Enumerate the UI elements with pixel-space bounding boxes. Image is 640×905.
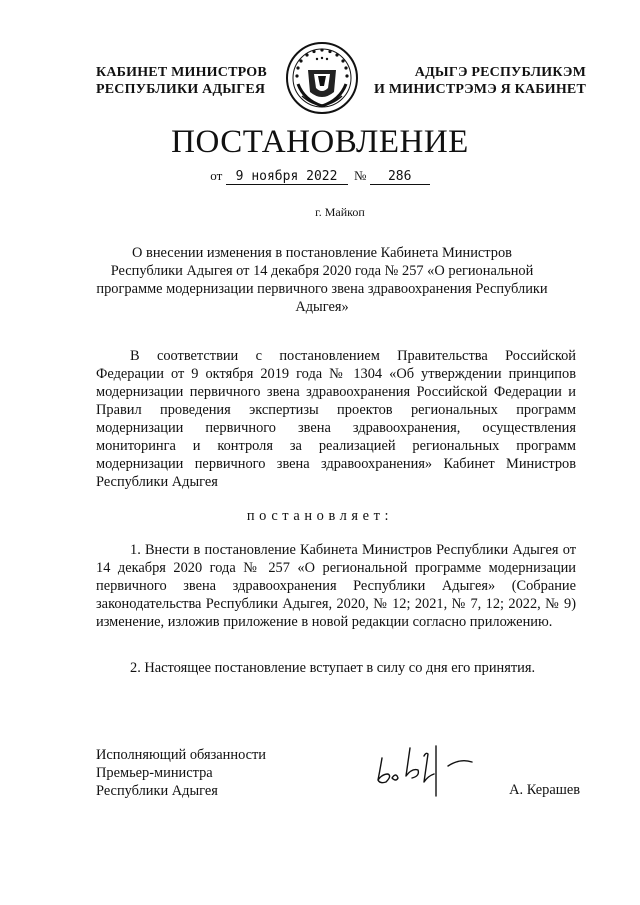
preamble-paragraph: В соответствии с постановлением Правительства Российской Федерации от 9 октября 2019 года № 1304 «Об утверждении принципов модернизации первичного звена здравоохранения Российской Федерации и Правил проведения экспертизы проектов региональных программ модернизации первичного звена здравоохранения, осуществления мониторинга и контроля за реализацией региональных программ модернизации первичного звена здравоохранения» Кабинет Министров Республики Адыгея bbox=[96, 348, 576, 490]
header-left-block bbox=[96, 64, 286, 98]
signatory-line2: Премьер-министра bbox=[96, 765, 213, 781]
number-prefix: № bbox=[354, 168, 367, 183]
signatory-line3: Республики Адыгея bbox=[96, 783, 218, 799]
header-right-line2: И МИНИСТРЭМЭ Я КАБИНЕТ bbox=[374, 82, 586, 97]
date-value: 9 ноября 2022 bbox=[226, 169, 348, 185]
signatory-line1: Исполняющий обязанности bbox=[96, 747, 267, 763]
city-label: г. Майкоп bbox=[315, 205, 365, 219]
resolves-heading: постановляет: bbox=[246, 508, 394, 524]
header-left-line1: КАБИНЕТ МИНИСТРОВ bbox=[96, 65, 267, 80]
date-prefix: от bbox=[210, 168, 223, 183]
document-subject: О внесении изменения в постановление Кабинета Министров Республики Адыгея от 14 декабря 2020 года № 257 «О региональной программе модернизации первичного звена здравоохранения Республики Адыгея» bbox=[96, 245, 548, 315]
handwritten-signature-icon bbox=[368, 738, 488, 800]
header-left-line2: РЕСПУБЛИКИ АДЫГЕЯ bbox=[96, 82, 266, 97]
date-number-line bbox=[0, 168, 640, 185]
item-2-paragraph: 2. Настоящее постановление вступает в силу со дня его принятия. bbox=[130, 660, 536, 676]
adygea-coat-of-arms-icon bbox=[284, 40, 360, 116]
number-value: 286 bbox=[370, 169, 430, 185]
signatory-name: А. Керашев bbox=[509, 782, 580, 798]
item-1-paragraph: 1. Внести в постановление Кабинета Министров Республики Адыгея от 14 декабря 2020 года № 257 «О региональной программе модернизации первичного звена здравоохранения Республики Адыгея» (Собрание законодательства Республики Адыгея, 2020, № 12; 2021, № 7, 12; 2022, № 9) изменение, изложив приложение в новой редакции согласно приложению. bbox=[96, 542, 576, 630]
header-right-line1: АДЫГЭ РЕСПУБЛИКЭМ bbox=[414, 65, 586, 80]
document-title: ПОСТАНОВЛЕНИЕ bbox=[171, 124, 469, 160]
signatory-title-block bbox=[96, 746, 316, 800]
header-right-block bbox=[366, 64, 586, 98]
